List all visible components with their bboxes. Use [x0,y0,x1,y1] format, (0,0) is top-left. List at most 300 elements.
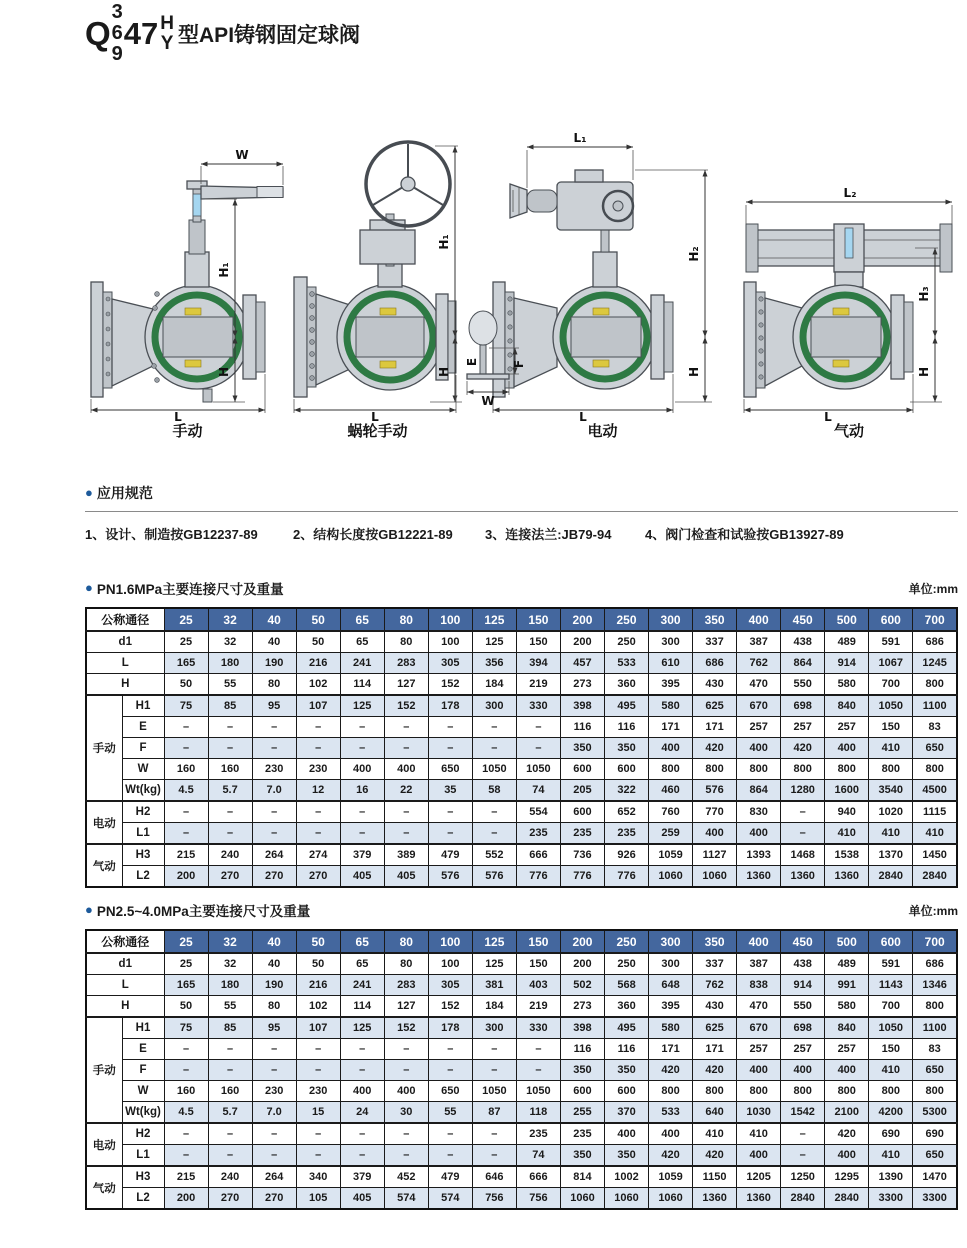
table-cell: 410 [869,738,913,759]
table-cell: – [164,1039,208,1060]
specs-list [85,524,958,543]
table-cell: 670 [737,695,781,717]
table-cell: – [296,1145,340,1167]
table-cell: 489 [825,631,869,653]
table-cell: 410 [869,1145,913,1167]
table-cell: 264 [252,1166,296,1188]
table-cell: – [472,738,516,759]
table-cell: 190 [252,975,296,996]
table-cell: 625 [693,695,737,717]
table-cell: 273 [560,674,604,696]
table-cell: 838 [737,975,781,996]
table-cell: 770 [693,801,737,823]
table-cell: 200 [164,1188,208,1210]
spec-item-3: 3、连接法兰:JB79-94 [485,527,612,542]
table-cell: 1020 [869,801,913,823]
table-row [86,996,957,1018]
dim-l: L [579,410,587,422]
table-cell: 50 [296,953,340,975]
dim-h: H [217,366,231,378]
table-cell: 116 [560,1039,604,1060]
table-cell: 230 [252,759,296,780]
col-header-dn: 400 [737,930,781,953]
table-cell: 125 [340,1017,384,1039]
row-group-label: 气动 [86,844,122,887]
row-label: H1 [122,1017,164,1039]
table-cell: 1060 [649,1188,693,1210]
table-cell: – [472,823,516,845]
table-cell: 1060 [604,1188,648,1210]
col-header-dn: 32 [208,608,252,631]
table-cell: – [428,1039,472,1060]
table-row [86,1188,957,1210]
table-cell: – [296,801,340,823]
table-cell: 87 [472,1102,516,1124]
pn25-40-title-text: PN2.5~4.0MPa主要连接尺寸及重量 [96,904,311,919]
table-row [86,1166,957,1188]
pn16-title-text: PN1.6MPa主要连接尺寸及重量 [96,582,284,597]
table-cell: 670 [737,1017,781,1039]
row-label: L2 [122,1188,164,1210]
table-row [86,695,957,717]
table-row [86,1145,957,1167]
table-cell: 178 [428,695,472,717]
table-cell: 800 [649,1081,693,1102]
table-cell: 171 [649,1039,693,1060]
table-cell: 25 [164,631,208,653]
drawing-manual [85,102,290,447]
table-cell: 698 [781,695,825,717]
table-cell: 114 [340,674,384,696]
valve-drawings [85,102,958,447]
table-cell: 350 [560,1060,604,1081]
table-cell: 591 [869,631,913,653]
col-header-dn: 600 [869,608,913,631]
worm-gear-valve-drawing [290,102,465,422]
col-header-dn: 125 [472,930,516,953]
table-cell: 650 [428,759,472,780]
table-cell: 387 [737,631,781,653]
row-label: H2 [122,1123,164,1145]
table-cell: 300 [472,695,516,717]
table-cell: – [252,823,296,845]
table-cell: 420 [649,1145,693,1167]
table-cell: 800 [737,1081,781,1102]
table-cell: 5.7 [208,780,252,802]
table-cell: 190 [252,653,296,674]
table-cell: 216 [296,653,340,674]
pn16-title [85,578,284,598]
table-cell: 330 [516,695,560,717]
table-cell: 1346 [913,975,957,996]
table-cell: 410 [913,823,957,845]
table-cell: 800 [869,759,913,780]
table-cell: 640 [693,1102,737,1124]
row-label: W [122,1081,164,1102]
table-row [86,975,957,996]
table-cell: 580 [649,1017,693,1039]
table-cell: 118 [516,1102,560,1124]
table-cell: 50 [164,996,208,1018]
col-header-dn: 150 [516,608,560,631]
table-cell: 776 [604,866,648,888]
table-cell: 1050 [472,759,516,780]
table-cell: 776 [516,866,560,888]
table-cell: 74 [516,780,560,802]
table-cell: 650 [913,1060,957,1081]
table-cell: – [164,738,208,759]
table-cell: 400 [649,738,693,759]
table-cell: 50 [296,631,340,653]
table-cell: 32 [208,631,252,653]
table-cell: 85 [208,1017,252,1039]
col-header-dn: 300 [649,930,693,953]
table-cell: 502 [560,975,604,996]
row-label: E [122,717,164,738]
table-cell: 410 [869,1060,913,1081]
table-cell: 460 [649,780,693,802]
application-specs-section [85,483,958,543]
table-cell: 914 [825,653,869,674]
table-cell: 152 [428,996,472,1018]
table-cell: 648 [649,975,693,996]
table-cell: 800 [737,759,781,780]
table-cell: – [384,1060,428,1081]
table-cell: 400 [649,1123,693,1145]
table-cell: – [428,823,472,845]
table-cell: 184 [472,674,516,696]
table-cell: – [781,801,825,823]
bullet-icon: ● [85,485,93,500]
table-cell: 389 [384,844,428,866]
dim-l2: L₂ [843,186,857,200]
table-cell: – [428,738,472,759]
table-cell: 400 [693,823,737,845]
table-cell: 420 [693,1060,737,1081]
table-cell: 300 [649,631,693,653]
table-cell: 235 [516,823,560,845]
row-group-label: 电动 [86,1123,122,1166]
electric-valve-drawing [465,102,740,422]
table-cell: 568 [604,975,648,996]
row-label: L1 [122,823,164,845]
table-cell: 840 [825,1017,869,1039]
table-cell: 800 [825,1081,869,1102]
table-row [86,1081,957,1102]
table-cell: – [340,823,384,845]
table-cell: 350 [560,1145,604,1167]
table-cell: 257 [781,717,825,738]
col-header-dn: 250 [604,930,648,953]
table-cell: – [340,1060,384,1081]
pn25-40-title [85,900,310,920]
table-cell: 259 [649,823,693,845]
table-cell: 700 [869,674,913,696]
table-cell: 200 [560,953,604,975]
table-cell: 760 [649,801,693,823]
table-cell: 400 [604,1123,648,1145]
table-cell: 830 [737,801,781,823]
row-label: H1 [122,695,164,717]
table-cell: – [472,1060,516,1081]
table-cell: – [472,801,516,823]
table-cell: 1360 [693,1188,737,1210]
table-cell: – [384,738,428,759]
table-cell: 410 [737,1123,781,1145]
table-cell: 756 [516,1188,560,1210]
table-cell: 270 [252,1188,296,1210]
table-cell: 83 [913,717,957,738]
table-cell: 116 [604,1039,648,1060]
table-cell: – [208,738,252,759]
table-cell: 350 [604,1145,648,1167]
row-label: W [122,759,164,780]
table-cell: 235 [560,1123,604,1145]
table-row [86,780,957,802]
table-cell: 690 [913,1123,957,1145]
table-cell: 650 [913,738,957,759]
table-cell: 776 [560,866,604,888]
table-cell: 840 [825,695,869,717]
dim-h2: H₂ [687,246,701,262]
table-cell: 1060 [560,1188,604,1210]
table-cell: 1360 [737,1188,781,1210]
table-cell: 240 [208,1166,252,1188]
table-cell: 235 [604,823,648,845]
table-row [86,717,957,738]
table-cell: 3300 [869,1188,913,1210]
table-cell: 1060 [649,866,693,888]
bullet-icon: ● [85,902,93,917]
table-cell: 533 [604,653,648,674]
table-cell: – [164,801,208,823]
table-cell: – [340,1123,384,1145]
table-cell: 5300 [913,1102,957,1124]
table-cell: 350 [560,738,604,759]
table-cell: 420 [781,738,825,759]
table-cell: – [340,1039,384,1060]
table-cell: 400 [737,823,781,845]
drawing-worm-gear [290,102,465,447]
col-header-dn: 65 [340,930,384,953]
table-cell: 1050 [516,759,560,780]
table-cell: 356 [472,653,516,674]
table-row [86,1017,957,1039]
table-cell: 400 [825,738,869,759]
table-cell: 1059 [649,844,693,866]
table-cell: – [208,823,252,845]
table-cell: 395 [649,996,693,1018]
table-cell: 574 [428,1188,472,1210]
table-cell: 230 [296,759,340,780]
table-cell: – [428,801,472,823]
table-cell: 1370 [869,844,913,866]
table-cell: 200 [560,631,604,653]
table-cell: 2840 [825,1188,869,1210]
table-cell: 700 [869,996,913,1018]
table-cell: 32 [208,953,252,975]
table-cell: 800 [913,1081,957,1102]
col-header-dn: 450 [781,608,825,631]
table-cell: 125 [472,953,516,975]
table-cell: 864 [737,780,781,802]
table-cell: 666 [516,844,560,866]
table-cell: 610 [649,653,693,674]
table-cell: – [296,823,340,845]
table-cell: 127 [384,674,428,696]
row-group-label: 气动 [86,1166,122,1209]
row-label: d1 [86,953,164,975]
table-cell: 420 [649,1060,693,1081]
table-cell: 360 [604,674,648,696]
row-label: H [86,996,164,1018]
table-cell: 554 [516,801,560,823]
table-cell: – [340,1145,384,1167]
col-header-dn: 100 [428,608,472,631]
row-label: H [86,674,164,696]
table-cell: 430 [693,996,737,1018]
table-cell: 250 [604,953,648,975]
table-cell: 1360 [737,866,781,888]
spec-item-2: 2、结构长度按GB12221-89 [293,527,453,542]
drawing-label-pneumatic: 气动 [833,423,864,440]
table-cell: 1050 [472,1081,516,1102]
table-cell: 22 [384,780,428,802]
table-cell: 230 [296,1081,340,1102]
table-cell: 400 [384,1081,428,1102]
dim-h: H [437,366,451,378]
pn25-40-table-section [85,900,958,1210]
spec-item-4: 4、阀门检查和试验按GB13927-89 [645,527,844,542]
table-cell: 814 [560,1166,604,1188]
table-cell: 15 [296,1102,340,1124]
table-cell: 305 [428,653,472,674]
table-cell: 264 [252,844,296,866]
row-group-label: 电动 [86,801,122,844]
table-cell: 100 [428,953,472,975]
table-cell: 381 [472,975,516,996]
col-header-dn: 250 [604,608,648,631]
table-cell: 1468 [781,844,825,866]
col-header-dn: 500 [825,930,869,953]
table-cell: 1245 [913,653,957,674]
table-cell: 1143 [869,975,913,996]
table-cell: – [472,1039,516,1060]
col-header-dn: 450 [781,930,825,953]
table-cell: 379 [340,1166,384,1188]
table-cell: 1250 [781,1166,825,1188]
row-group-label: 手动 [86,695,122,801]
table-cell: 160 [164,759,208,780]
table-cell: – [384,1145,428,1167]
table-cell: 150 [516,631,560,653]
table-cell: – [472,717,516,738]
table-row [86,674,957,696]
page-title [85,2,360,65]
table-cell: 270 [252,866,296,888]
table-cell: 410 [825,823,869,845]
table-cell: – [428,1060,472,1081]
table-cell: – [208,1123,252,1145]
table-cell: 100 [428,631,472,653]
table-cell: – [781,1123,825,1145]
table-cell: 257 [737,717,781,738]
pneumatic-valve-drawing [740,102,958,422]
table-cell: 1050 [869,1017,913,1039]
drawing-pneumatic [740,102,958,447]
table-cell: 379 [340,844,384,866]
col-header-nominal-size: 公称通径 [86,930,164,953]
table-cell: 257 [781,1039,825,1060]
table-cell: 400 [340,759,384,780]
dim-w: W [235,148,249,162]
table-cell: 600 [560,759,604,780]
col-header-dn: 700 [913,608,957,631]
col-header-dn: 125 [472,608,516,631]
col-header-dn: 200 [560,930,604,953]
table-cell: 270 [208,866,252,888]
dim-l: L [824,410,832,422]
table-cell: 3300 [913,1188,957,1210]
col-header-dn: 400 [737,608,781,631]
table-cell: 457 [560,653,604,674]
dim-h: H [687,366,701,378]
table-cell: 65 [340,953,384,975]
table-cell: 1600 [825,780,869,802]
table-cell: 495 [604,695,648,717]
table-cell: 400 [340,1081,384,1102]
table-cell: 322 [604,780,648,802]
table-cell: 940 [825,801,869,823]
table-cell: 533 [649,1102,693,1124]
table-cell: 479 [428,844,472,866]
dim-h: H [917,366,931,378]
table-row [86,1039,957,1060]
table-cell: 600 [560,801,604,823]
table-cell: 75 [164,695,208,717]
table-cell: – [781,1145,825,1167]
table-cell: 337 [693,953,737,975]
table-cell: 403 [516,975,560,996]
table-cell: 410 [869,823,913,845]
table-cell: 127 [384,996,428,1018]
table-cell: – [208,1060,252,1081]
row-label: d1 [86,631,164,653]
table-cell: 552 [472,844,516,866]
specs-heading [85,483,958,503]
table-cell: – [252,1060,296,1081]
table-cell: – [296,1060,340,1081]
model-seal-options: H Y [160,12,175,54]
table-cell: 1360 [781,866,825,888]
table-header-row [86,930,957,953]
table-cell: 926 [604,844,648,866]
table-cell: 370 [604,1102,648,1124]
table-row [86,759,957,780]
row-label: L [86,975,164,996]
table-cell: 690 [869,1123,913,1145]
table-cell: – [340,738,384,759]
table-cell: – [252,738,296,759]
table-cell: 240 [208,844,252,866]
table-cell: 80 [384,953,428,975]
model-drive-options: 3 6 9 [111,1,123,65]
table-cell: 1538 [825,844,869,866]
table-cell: 205 [560,780,604,802]
table-cell: – [384,823,428,845]
col-header-nominal-size: 公称通径 [86,608,164,631]
table-cell: 405 [340,866,384,888]
